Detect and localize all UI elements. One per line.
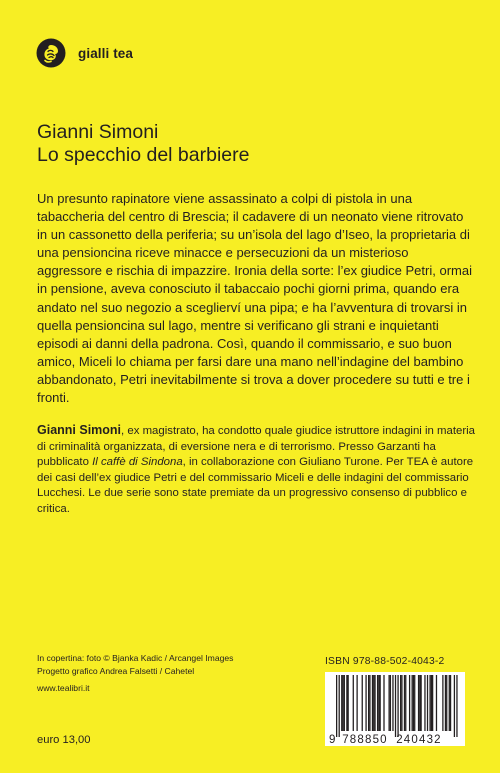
barcode-bar (341, 675, 342, 731)
barcode-bar (369, 675, 370, 731)
barcode-bar (339, 675, 340, 737)
barcode-bar (388, 675, 389, 731)
barcode-bar (336, 675, 337, 737)
barcode-bar (454, 675, 455, 737)
barcode-digits-left: 788850 (342, 734, 388, 746)
barcode-bar (456, 675, 457, 737)
barcode-bar (413, 675, 414, 731)
barcode-bar (395, 675, 396, 737)
barcode-bar (390, 675, 391, 731)
barcode-bar (412, 675, 413, 731)
barcode-bar (344, 675, 345, 731)
isbn-number: ISBN 978-88-502-4043-2 (325, 656, 445, 667)
barcode-bar (418, 675, 419, 731)
barcode-bar (377, 675, 378, 731)
barcode-bar (397, 675, 398, 737)
barcode-bar (368, 675, 369, 731)
isbn-barcode (325, 672, 465, 746)
barcode-bar (400, 675, 401, 731)
author-bio-paragraph (37, 423, 477, 517)
series-name: gialli tea (78, 45, 134, 61)
publisher-logo (36, 38, 133, 68)
barcode-bar (419, 675, 420, 731)
barcode-bar (436, 675, 437, 731)
barcode-bar (346, 675, 347, 731)
barcode-graphic (325, 672, 465, 746)
bio-book-title: Il caffè di Sindona (92, 456, 183, 468)
barcode-bar (427, 675, 428, 731)
tea-rose-logo-icon (36, 38, 66, 68)
barcode-bars (336, 675, 458, 737)
barcode-bar (446, 675, 447, 731)
barcode-bar (420, 675, 421, 731)
barcode-bar (378, 675, 379, 731)
barcode-bar (342, 675, 343, 731)
barcode-digits-right: 240432 (396, 734, 442, 746)
barcode-bar (414, 675, 415, 731)
barcode-bar (348, 675, 349, 731)
cover-photo-credit: In copertina: foto © Bjanka Kadic / Arcangel Images (37, 653, 234, 663)
barcode-bar (374, 675, 375, 731)
barcode-bar (392, 675, 393, 731)
barcode-bar (432, 675, 433, 731)
barcode-bar (445, 675, 446, 731)
barcode-bar (450, 675, 451, 731)
barcode-bar (401, 675, 402, 731)
book-title: Lo specchio del barbiere (37, 144, 250, 166)
barcode-bar (356, 675, 357, 731)
barcode-bar (372, 675, 373, 731)
publisher-website: www.tealibri.it (37, 683, 90, 693)
barcode-bar (380, 675, 381, 731)
barcode-bar (405, 675, 406, 731)
price-label: euro 13,00 (37, 734, 91, 746)
barcode-bar (431, 675, 432, 731)
barcode-bar (424, 675, 425, 731)
bio-text-part-1: , ex magistrato, ha condotto quale giudice istruttore indagini in materia di criminalità organizzata, di eversione nera e di terrorismo. Presso Garzanti ha pubblicato (37, 425, 475, 468)
barcode-bar (442, 675, 443, 731)
barcode-bar (409, 675, 410, 731)
barcode-bar (362, 675, 363, 731)
cover-credits (37, 652, 233, 678)
barcode-bar (365, 675, 366, 731)
barcode-bar (353, 675, 354, 731)
bio-text-part-2: , in collaborazione con Giuliano Turone. Per TEA è autore dei casi dell’ex giudice Petri e del commissario Miceli e delle indagini del commissario Lucchesi. Le due serie sono state premiate da un progressivo consenso di pubblico e critica. (37, 456, 474, 515)
synopsis-paragraph: Un presunto rapinatore viene assassinato a colpi di pistola in una tabaccheria del centro di Brescia; il cadavere di un neonato viene ritrovato in un cassonetto della periferia; su un’isola del lago d’Iseo, la proprietaria di una pensioncina riceve minacce e persecuzioni da un misterioso aggressore e rischia di impazzire. Ironia della sorte: l’ex giudice Petri, ormai in pensione, aveva conosciuto il tabaccaio pochi giorni prima, quando era andato nel suo negozio a sceglierví una pipa; e ha l’avventura di trovarsi in quella pensioncina sul lago, mentre si verificano gli strani e inquietanti episodi ai danni della padrona. Così, quando il commissario, e suo buon amico, Miceli lo chiama per farsi dare una mano nell’indagine del bambino abbandonato, Petri inevitabilmente si trova a dover procedere su tutti e tre i fronti. (37, 191, 472, 406)
barcode-bar (429, 675, 430, 731)
barcode-digit-prefix: 9 (329, 734, 336, 746)
bio-author-name: Gianni Simoni (37, 423, 122, 437)
barcode-bar (449, 675, 450, 731)
barcode-bar (383, 675, 384, 731)
book-author: Gianni Simoni (37, 121, 159, 143)
graphic-design-credit: Progetto grafico Andrea Falsetti / Cahetel (37, 666, 195, 676)
barcode-bar (404, 675, 405, 731)
barcode-bar (373, 675, 374, 731)
